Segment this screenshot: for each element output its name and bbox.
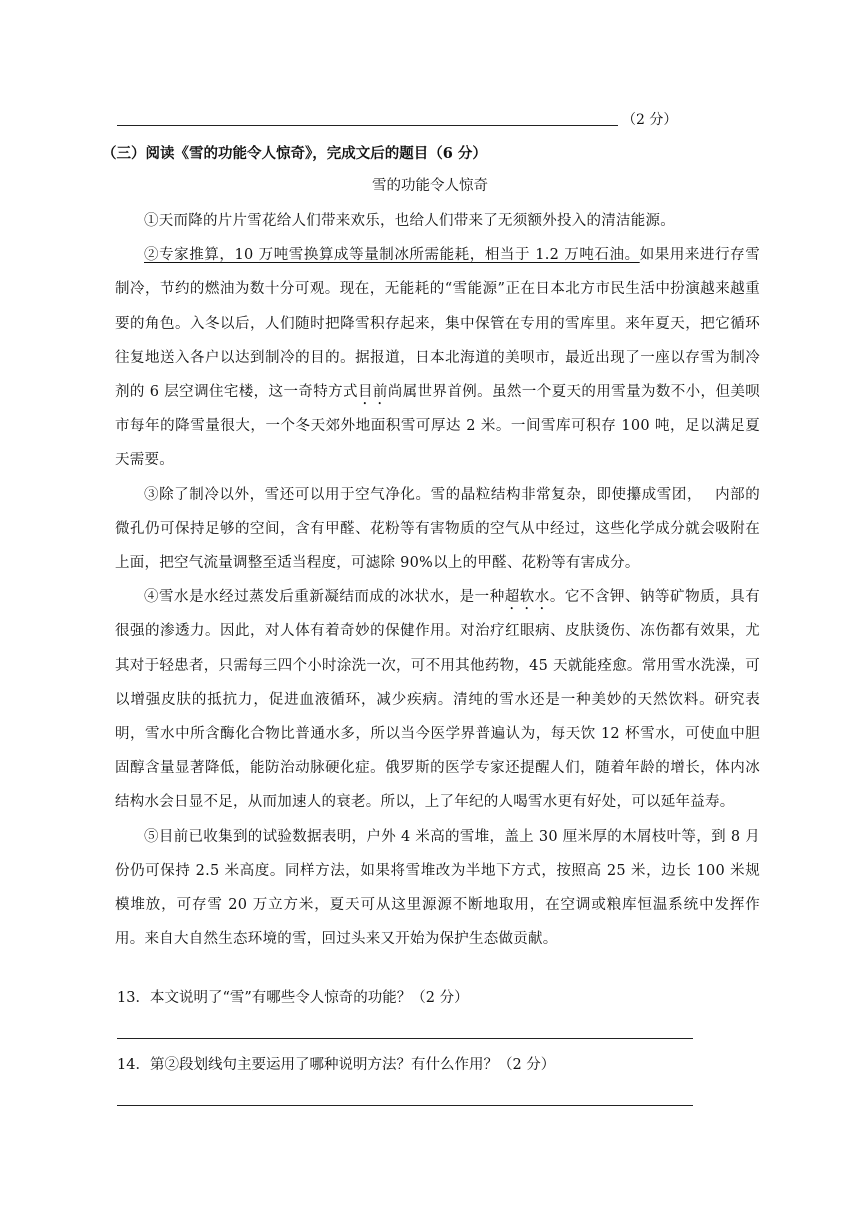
paragraph-4-text-b: 。它不含钾、钠等矿物质，具有很强的渗透力。因此，对人体有着奇妙的保健作用。对治疗红眼病、皮肤烫伤、冻伤都有效果，尤其对于轻患者，只需每三四个小时涂洗一次，可不用其他药物，45 天就能痊愈。常用雪水洗澡，可以增强皮肤的抵抗力，促进血液循环，减少疾病。清纯的雪水还是一种美妙的天然饮料。研究表明，雪水中所含酶化合物比普通水多，所以当今医学界普遍认为，每天饮 12 杯雪水，可使血中胆固醇含量显著降低，能防治动脉硬化症。俄罗斯的医学专家还提醒人们，随着年龄的增长，体内冰结构水会日显不足，从而加速人的衰老。所以，上了年纪的人喝雪水更有好处，可以延年益寿。 — [115, 589, 760, 811]
top-score-label: （2 分） — [622, 112, 678, 128]
section-title: （三）阅读《雪的功能令人惊奇》，完成文后的题目（6 分） — [102, 145, 487, 162]
answer-line-q13[interactable] — [117, 1038, 693, 1039]
paragraph-3: ③除了制冷以外，雪还可以用于空气净化。雪的晶粒结构非常复杂，即使攥成雪团， 内部的微孔仍可保持足够的空间，含有甲醛、花粉等有害物质的空气从中经过，这些化学成分就会吸附在上面，把空气流量调整至适当程度，可滤除 90%以上的甲醛、花粉等有害成分。 — [115, 486, 760, 572]
paragraph-5: ⑤目前已收集到的试验数据表明，户外 4 米高的雪堆，盖上 30 厘米厚的木屑枝叶等，到 8 月份仍可保持 2.5 米高度。同样方法，如果将雪堆改为半地下方式，按照高 25 米，边长 100 米规模堆放，可存雪 20 万立方米，夏天可从这里源源不断地取用，在空调或粮库恒温系统中发挥作用。来自大自然生态环境的雪，回过头来又开始为保护生态做贡献。 — [115, 828, 760, 948]
answer-line-q14[interactable] — [117, 1105, 693, 1106]
answer-line-top[interactable] — [117, 125, 618, 126]
article-title: 雪的功能令人惊奇 — [372, 178, 488, 194]
dotted-word-mu-qian: 目前 — [357, 384, 388, 401]
question-13: 13．本文说明了“雪”有哪些令人惊奇的功能？（2 分） — [117, 990, 469, 1006]
paragraph-4 — [115, 580, 760, 819]
paragraph-1: ①天而降的片片雪花给人们带来欢乐，也给人们带来了无须额外投入的清洁能源。 — [144, 213, 675, 229]
underlined-sentence: ②专家推算，10 万吨雪换算成等量制冰所需能耗，相当于 1.2 万吨石油。 — [144, 247, 640, 264]
dotted-word-chao-ruan-shui: 超软水 — [504, 589, 550, 606]
article-body — [115, 204, 760, 956]
question-14: 14．第②段划线句主要运用了哪种说明方法？有什么作用？（2 分） — [117, 1057, 556, 1073]
paragraph-4-text-a: ④雪水是水经过蒸发后重新凝结而成的冰状水，是一种 — [144, 589, 505, 606]
paragraph-2 — [115, 238, 760, 477]
paragraph-2-text-a: 如果用来进行存雪制冷，节约的燃油为数十分可观。现在，无能耗的“雪能源”正在日本北方市民生活中扮演越来越重要的角色。入冬以后，人们随时把降雪积存起来，集中保管在专用的雪库里。来年夏天，把它循环往复地送入各户以达到制冷的目的。据报道，日本北海道的美呗市，最近出现了一座以存雪为制冷剂的 6 层空调住宅楼，这一奇特方式 — [115, 247, 761, 401]
paragraph-2-text-b: 尚属世界首例。虽然一个夏天的用雪量为数不小，但美呗市每年的降雪量很大，一个冬天郊外地面积雪可厚达 2 米。一间雪库可积存 100 吨，足以满足夏天需要。 — [115, 384, 760, 469]
